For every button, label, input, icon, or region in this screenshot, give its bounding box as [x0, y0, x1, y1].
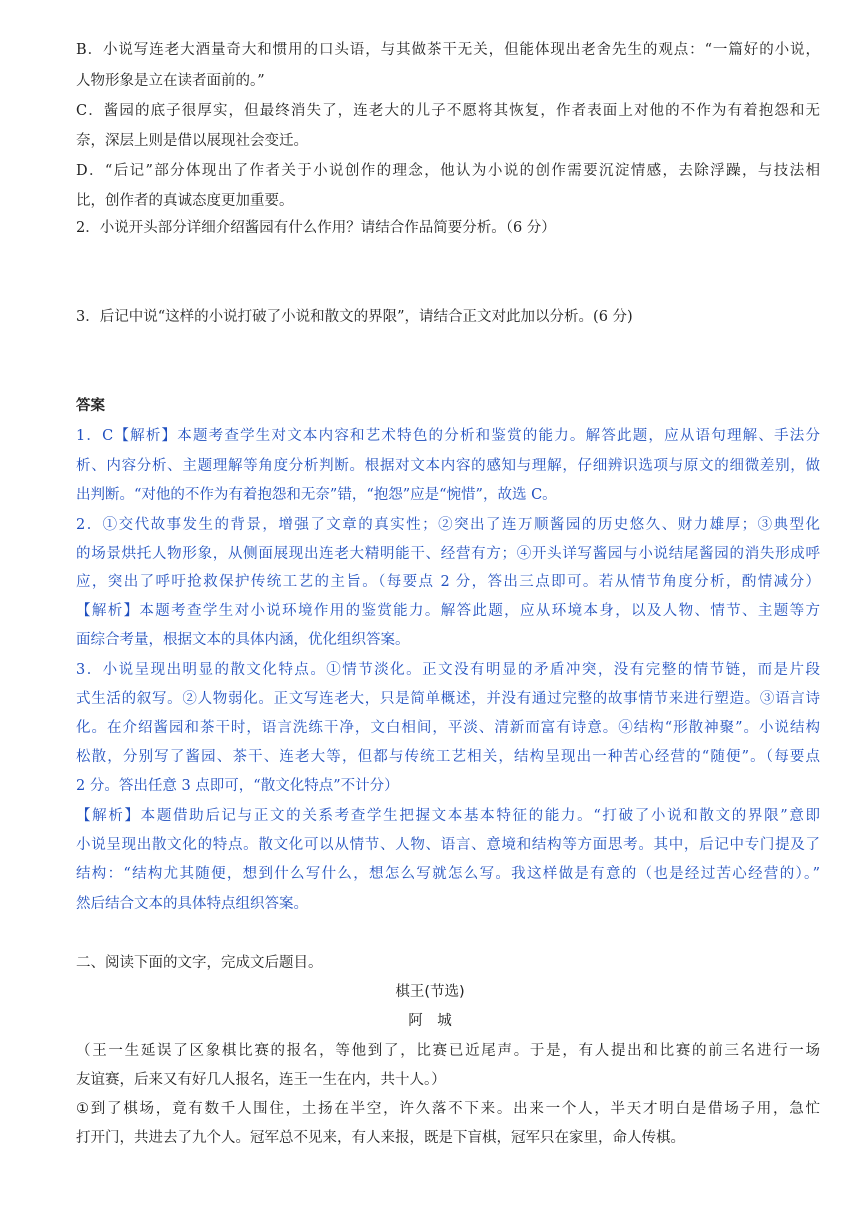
answer-1-line-3: 出判断。“对他的不作为有着抱怨和无奈”错，“抱怨”应是“惋惜”，故选 C。 — [76, 487, 557, 503]
passage-para-0-line-1: （王一生延误了区象棋比赛的报名，等他到了，比赛已近尾声。于是，有人提出和比赛的前三名进行一场 — [76, 1043, 820, 1059]
answer-2-analysis-line-2: 面综合考量，根据文本的具体内涵，优化组织答案。 — [76, 632, 410, 648]
answer-3-line-1: 3．小说呈现出明显的散文化特点。①情节淡化。正文没有明显的矛盾冲突，没有完整的情节链，而是片段 — [76, 662, 820, 678]
answer-2-line-1: 2．①交代故事发生的背景，增强了文章的真实性；②突出了连万顺酱园的历史悠久、财力雄厚；③典型化 — [76, 517, 820, 533]
passage-title: 棋王(节选) — [395, 984, 465, 1000]
answer-2-line-2: 的场景烘托人物形象，从侧面展现出连老大精明能干、经营有方；④开头详写酱园与小说结尾酱园的消失形成呼 — [76, 546, 820, 562]
question-2: 2．小说开头部分详细介绍酱园有什么作用？请结合作品简要分析。（6 分） — [76, 220, 556, 236]
answer-1-line-1: 1．C【解析】本题考查学生对文本内容和艺术特色的分析和鉴赏的能力。解答此题，应从语句理解、手法分 — [76, 428, 820, 444]
option-d-line-1: D．“后记”部分体现出了作者关于小说创作的理念，他认为小说的创作需要沉淀情感，去除浮躁，与技法相 — [76, 163, 820, 179]
answer-1-line-2: 析、内容分析、主题理解等角度分析判断。根据对文本内容的感知与理解，仔细辨识选项与原文的细微差别，做 — [76, 458, 820, 474]
passage-author: 阿 城 — [408, 1013, 452, 1029]
answer-3-line-4: 松散，分别写了酱园、茶干、连老大等，但都与传统工艺相关，结构呈现出一种苦心经营的“随便”。（每要点 — [76, 749, 820, 765]
answer-2-line-3: 应，突出了呼吁抢救保护传统工艺的主旨。（每要点 2 分，答出三点即可。若从情节角度分析，酌情减分） — [76, 574, 820, 590]
answer-3-line-5: 2 分。答出任意 3 点即可，“散文化特点”不计分） — [76, 778, 399, 794]
answer-2-analysis-line-1: 【解析】本题考查学生对小说环境作用的鉴赏能力。解答此题，应从环境本身，以及人物、情节、主题等方 — [76, 603, 820, 619]
option-d-line-2: 比，创作者的真诚态度更加重要。 — [76, 193, 294, 209]
answer-3-analysis-line-2: 小说呈现出散文化的特点。散文化可以从情节、人物、语言、意境和结构等方面思考。其中，后记中专门提及了 — [76, 837, 820, 853]
answer-3-line-2: 式生活的叙写。②人物弱化。正文写连老大，只是简单概述，并没有通过完整的故事情节来进行塑造。③语言诗 — [76, 691, 820, 707]
option-c-line-1: C．酱园的底子很厚实，但最终消失了，连老大的儿子不愿将其恢复，作者表面上对他的不作为有着抱怨和无 — [76, 103, 820, 119]
option-c-line-2: 奈，深层上则是借以展现社会变迁。 — [76, 133, 308, 149]
option-b-line-1: B．小说写连老大酒量奇大和惯用的口头语，与其做茶干无关，但能体现出老舍先生的观点：“一篇好的小说， — [76, 42, 820, 58]
answer-heading: 答案 — [76, 397, 105, 414]
answer-3-analysis-line-1: 【解析】本题借助后记与正文的关系考查学生把握文本基本特征的能力。“打破了小说和散文的界限”意即 — [76, 808, 820, 824]
answer-3-analysis-line-4: 然后结合文本的具体特点组织答案。 — [76, 896, 308, 912]
passage-para-0-line-2: 友谊赛，后来又有好几人报名，连王一生在内，共十人。） — [76, 1072, 446, 1088]
section-2-intro: 二、阅读下面的文字，完成文后题目。 — [76, 955, 323, 971]
question-3: 3．后记中说“这样的小说打破了小说和散文的界限”，请结合正文对此加以分析。(6 分) — [76, 309, 633, 325]
passage-para-1-line-1: ①到了棋场，竟有数千人围住，土扬在半空，许久落不下来。出来一个人，半天才明白是借场子用，急忙 — [76, 1101, 820, 1117]
answer-3-line-3: 化。在介绍酱园和茶干时，语言洗练干净，文白相间，平淡、清新而富有诗意。④结构“形散神聚”。小说结构 — [76, 720, 820, 736]
answer-3-analysis-line-3: 结构：“结构尤其随便，想到什么写什么，想怎么写就怎么写。我这样做是有意的（也是经过苦心经营的）。” — [76, 866, 820, 882]
option-b-line-2: 人物形象是立在读者面前的。” — [76, 73, 265, 89]
passage-para-1-line-2: 打开门，共进去了九个人。冠军总不见来，有人来报，既是下盲棋，冠军只在家里，命人传棋。 — [76, 1130, 685, 1146]
